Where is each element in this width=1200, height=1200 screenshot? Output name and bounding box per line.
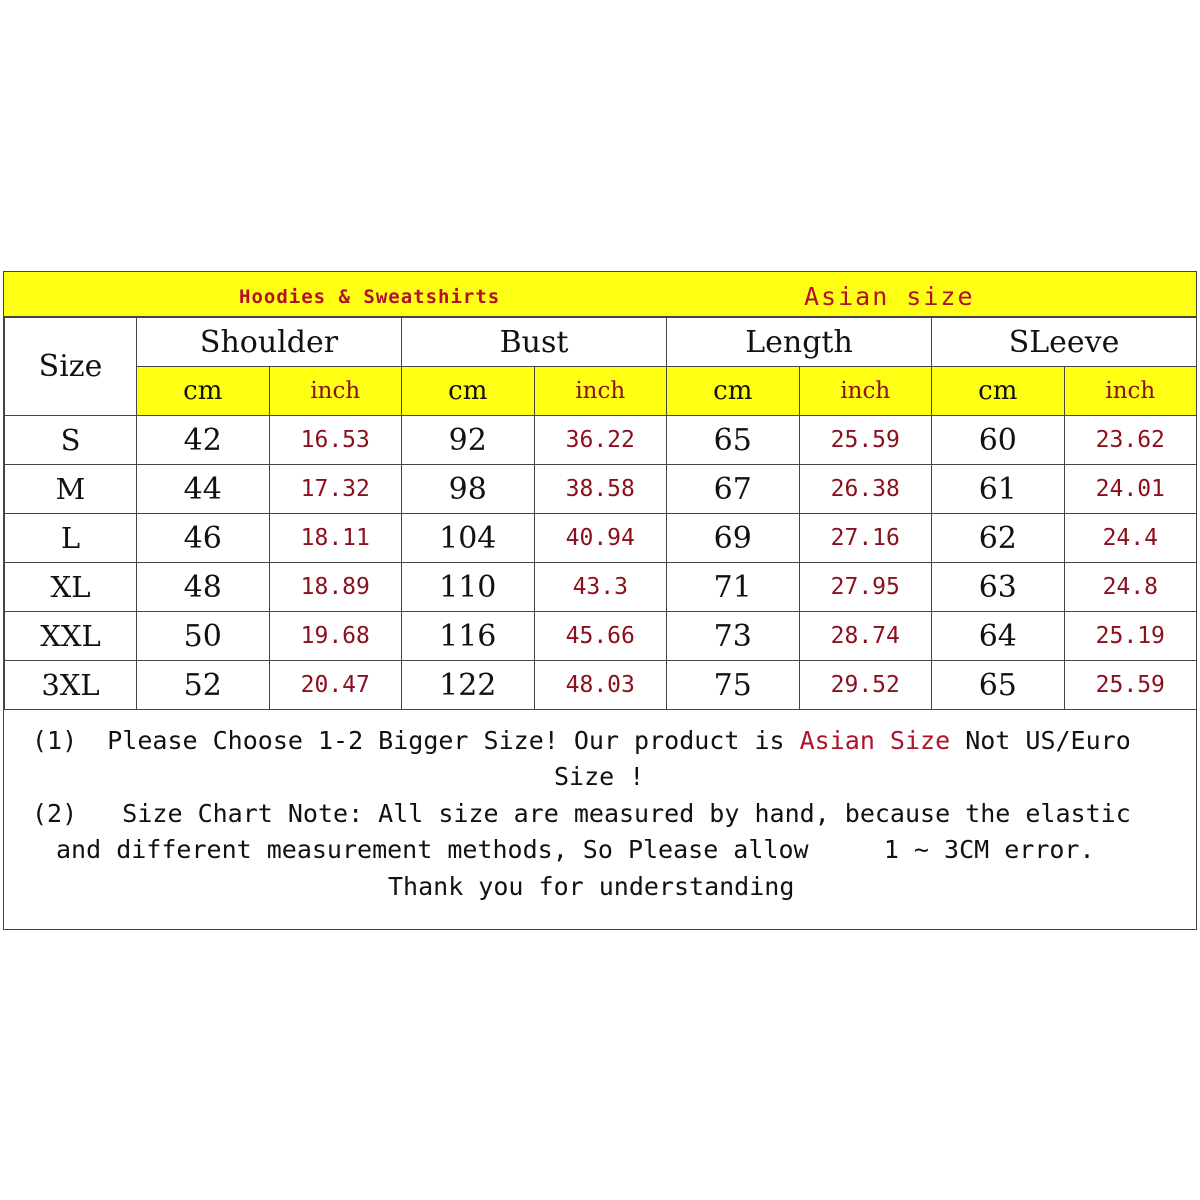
size-cell: L [5, 514, 137, 563]
shoulder-inch-cell: 16.53 [269, 416, 402, 465]
shoulder-cm-cell: 52 [137, 661, 270, 710]
unit-inch: inch [269, 367, 402, 416]
sleeve-inch-cell: 23.62 [1064, 416, 1197, 465]
bust-cm-cell: 116 [402, 612, 535, 661]
size-header: Size [5, 318, 137, 416]
shoulder-cm-cell: 50 [137, 612, 270, 661]
size-cell: S [5, 416, 137, 465]
sleeve-cm-cell: 65 [932, 661, 1065, 710]
bust-cm-cell: 122 [402, 661, 535, 710]
bust-cm-cell: 98 [402, 465, 535, 514]
sleeve-cm-cell: 64 [932, 612, 1065, 661]
unit-cm: cm [667, 367, 800, 416]
sleeve-inch-cell: 24.8 [1064, 563, 1197, 612]
length-cm-cell: 73 [667, 612, 800, 661]
size-cell: XL [5, 563, 137, 612]
sleeve-cm-cell: 60 [932, 416, 1065, 465]
size-cell: 3XL [5, 661, 137, 710]
length-inch-cell: 26.38 [799, 465, 932, 514]
bust-inch-cell: 48.03 [534, 661, 667, 710]
sleeve-inch-cell: 24.4 [1064, 514, 1197, 563]
table-row [5, 563, 1197, 612]
shoulder-inch-cell: 18.89 [269, 563, 402, 612]
unit-inch: inch [799, 367, 932, 416]
group-header-bust: Bust [402, 318, 667, 367]
note-2-line-3: Thank you for understanding [388, 872, 795, 901]
unit-inch: inch [534, 367, 667, 416]
header-unit-row [5, 367, 1197, 416]
table-row [5, 416, 1197, 465]
category-title: Hoodies & Sweatshirts [239, 286, 501, 308]
note-1-highlight: Asian Size [799, 726, 951, 755]
size-chart [3, 271, 1197, 930]
sleeve-inch-cell: 25.19 [1064, 612, 1197, 661]
note-2-line-1: (2) Size Chart Note: All size are measured by hand, because the elastic [32, 799, 1131, 828]
note-2-line-2: and different measurement methods, So Please allow 1 ~ 3CM error. [56, 835, 1095, 864]
shoulder-cm-cell: 42 [137, 416, 270, 465]
length-cm-cell: 71 [667, 563, 800, 612]
size-cell: XXL [5, 612, 137, 661]
table-row [5, 465, 1197, 514]
note-1-prefix: (1) Please Choose 1-2 Bigger Size! Our product is [32, 726, 800, 755]
length-inch-cell: 25.59 [799, 416, 932, 465]
sleeve-inch-cell: 24.01 [1064, 465, 1197, 514]
length-cm-cell: 65 [667, 416, 800, 465]
shoulder-cm-cell: 48 [137, 563, 270, 612]
length-inch-cell: 28.74 [799, 612, 932, 661]
size-table [4, 317, 1197, 710]
bust-cm-cell: 92 [402, 416, 535, 465]
shoulder-inch-cell: 17.32 [269, 465, 402, 514]
bust-inch-cell: 36.22 [534, 416, 667, 465]
unit-cm: cm [932, 367, 1065, 416]
bust-inch-cell: 45.66 [534, 612, 667, 661]
bust-inch-cell: 38.58 [534, 465, 667, 514]
size-cell: M [5, 465, 137, 514]
unit-inch: inch [1064, 367, 1197, 416]
length-inch-cell: 27.16 [799, 514, 932, 563]
length-cm-cell: 67 [667, 465, 800, 514]
note-1-suffix: Not US/Euro [950, 726, 1131, 755]
sleeve-cm-cell: 61 [932, 465, 1065, 514]
note-1-line-2: Size ! [554, 762, 645, 791]
shoulder-inch-cell: 19.68 [269, 612, 402, 661]
shoulder-cm-cell: 44 [137, 465, 270, 514]
group-header-shoulder: Shoulder [137, 318, 402, 367]
length-inch-cell: 29.52 [799, 661, 932, 710]
length-inch-cell: 27.95 [799, 563, 932, 612]
note-1-line-1 [32, 723, 1131, 760]
unit-cm: cm [402, 367, 535, 416]
length-cm-cell: 75 [667, 661, 800, 710]
sleeve-cm-cell: 62 [932, 514, 1065, 563]
title-band [4, 272, 1196, 317]
unit-cm: cm [137, 367, 270, 416]
bust-inch-cell: 40.94 [534, 514, 667, 563]
bust-cm-cell: 104 [402, 514, 535, 563]
shoulder-cm-cell: 46 [137, 514, 270, 563]
group-header-length: Length [667, 318, 932, 367]
header-group-row [5, 318, 1197, 367]
sleeve-inch-cell: 25.59 [1064, 661, 1197, 710]
bust-cm-cell: 110 [402, 563, 535, 612]
table-row [5, 612, 1197, 661]
group-header-sleeve: SLeeve [932, 318, 1197, 367]
shoulder-inch-cell: 18.11 [269, 514, 402, 563]
length-cm-cell: 69 [667, 514, 800, 563]
bust-inch-cell: 43.3 [534, 563, 667, 612]
region-title: Asian size [804, 282, 975, 311]
notes-section [4, 707, 1196, 929]
shoulder-inch-cell: 20.47 [269, 661, 402, 710]
table-row [5, 661, 1197, 710]
table-row [5, 514, 1197, 563]
sleeve-cm-cell: 63 [932, 563, 1065, 612]
